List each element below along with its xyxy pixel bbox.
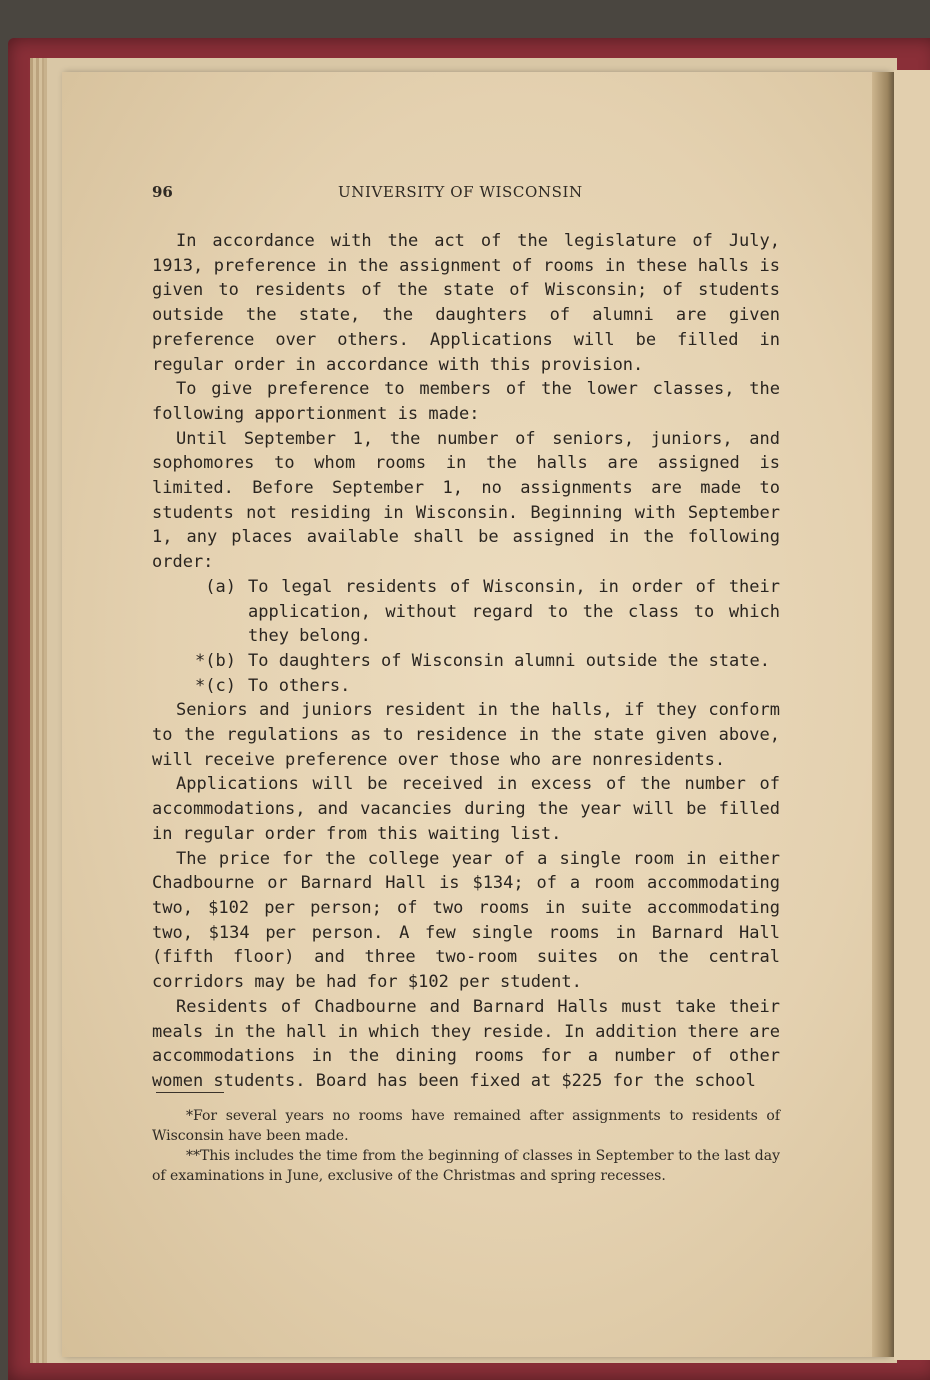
list-text: To legal residents of Wisconsin, in order of their application, without regard to the class to which they belong. — [248, 576, 780, 647]
paragraph-2: To give preference to members of the lower classes, the following apportionment is made: — [152, 379, 780, 424]
footnote-2: **This includes the time from the beginning of classes in September to the last day of examinations in June, exclusive of the Christmas and spring recesses. — [152, 1148, 780, 1184]
page-number: 96 — [152, 183, 173, 201]
running-head — [152, 183, 780, 205]
footnote-rule — [156, 1092, 224, 1093]
paragraph-7: Residents of Chadbourne and Barnard Halls must take their meals in the hall in which they reside. In addition there are accommodations in the dining rooms for a number of other women students. Board has been fixed at $225 for the school — [152, 996, 780, 1091]
list-marker: *(b) — [195, 650, 236, 671]
running-title: UNIVERSITY OF WISCONSIN — [338, 183, 583, 201]
paragraph-1: In accordance with the act of the legislature of July, 1913, preference in the assignment of rooms in these halls is given to residents of the state of Wisconsin; of students outside the state, the daughters of alumni are given preference over others. Applications will be filled in regular order in accordance with this provision. — [152, 231, 780, 375]
page-gutter — [872, 72, 894, 1357]
list-item — [152, 674, 780, 699]
list-item — [152, 649, 780, 674]
footnotes — [152, 1106, 780, 1186]
paragraph-5: Applications will be received in excess of the number of accommodations, and vacancies during the year will be filled in regular order from this waiting list. — [152, 774, 780, 844]
paragraph-4: Seniors and juniors resident in the halls, if they conform to the regulations as to residence in the state given above, will receive preference over those who are nonresidents. — [152, 700, 780, 770]
body-text — [152, 229, 780, 1094]
paragraph-6: The price for the college year of a single room in either Chadbourne or Barnard Hall is $134; of a room accommodating two, $102 per person; of two rooms in suite accommodating two, $134 per person. A few single rooms in Barnard Hall (fifth floor) and three two-room suites on the central corridors may be had for $102 per student. — [152, 848, 780, 993]
paragraph-3: Until September 1, the number of seniors, juniors, and sophomores to whom rooms in the halls are assigned is limited. Before September 1, no assignments are made to students not residing in Wisconsin. Beginning with September 1, any places available shall be assigned in the following order: — [152, 428, 780, 573]
list-marker: *(c) — [195, 675, 236, 696]
list-text: To daughters of Wisconsin alumni outside the state. — [248, 650, 770, 671]
list-marker: (a) — [205, 576, 236, 597]
footnote-1: *For several years no rooms have remained after assignments to residents of Wisconsin have been made. — [152, 1108, 780, 1144]
list-text: To others. — [248, 675, 351, 696]
facing-page-edge — [894, 70, 930, 1360]
list-item — [152, 575, 780, 649]
